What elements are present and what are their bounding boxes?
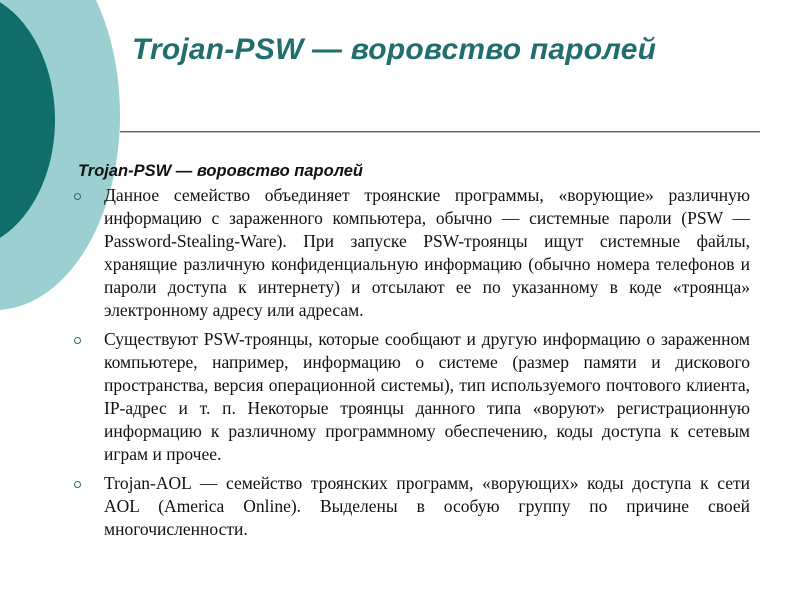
- bullet-text: Существуют PSW-троянцы, которые сообщают и другую информацию о зараженном компьютере, например, информацию о системе (размер памяти и дискового пространства, версия операционной системы), тип используемого почтового клиента, IP-адрес и т. п. Некоторые троянцы данного типа «воруют» регистрационную информацию к различному программному обеспечению, коды доступа к сетевым играм и прочее.: [104, 329, 750, 464]
- hollow-circle-bullet-icon: [74, 337, 81, 344]
- bullet-list: [74, 184, 750, 541]
- bullet-item: [74, 472, 750, 541]
- bullet-text: Данное семейство объединяет троянские программы, «ворующие» различную информацию с зараженного компьютера, обычно — системные пароли (PSW — Password-Stealing-Ware). При запуске PSW-троянцы ищут системные файлы, хранящие различную конфиденциальную информацию (обычно номера телефонов и пароли доступа к интернету) и отсылают ее по указанному в коде «троянца» электронному адресу или адресам.: [104, 185, 750, 320]
- bullet-item: [74, 184, 750, 322]
- title-divider: [120, 131, 760, 133]
- slide-content: [74, 160, 750, 547]
- bullet-text: Trojan-AOL — семейство троянских программ, «ворующих» коды доступа к сети AOL (America Online). Выделены в особую группу по причине своей многочисленности.: [104, 473, 750, 539]
- hollow-circle-bullet-icon: [74, 193, 81, 200]
- hollow-circle-bullet-icon: [74, 481, 81, 488]
- section-heading: Trojan-PSW — воровство паролей: [78, 162, 363, 180]
- bullet-item: [74, 328, 750, 466]
- slide-title: Trojan-PSW — воровство паролей: [132, 33, 657, 66]
